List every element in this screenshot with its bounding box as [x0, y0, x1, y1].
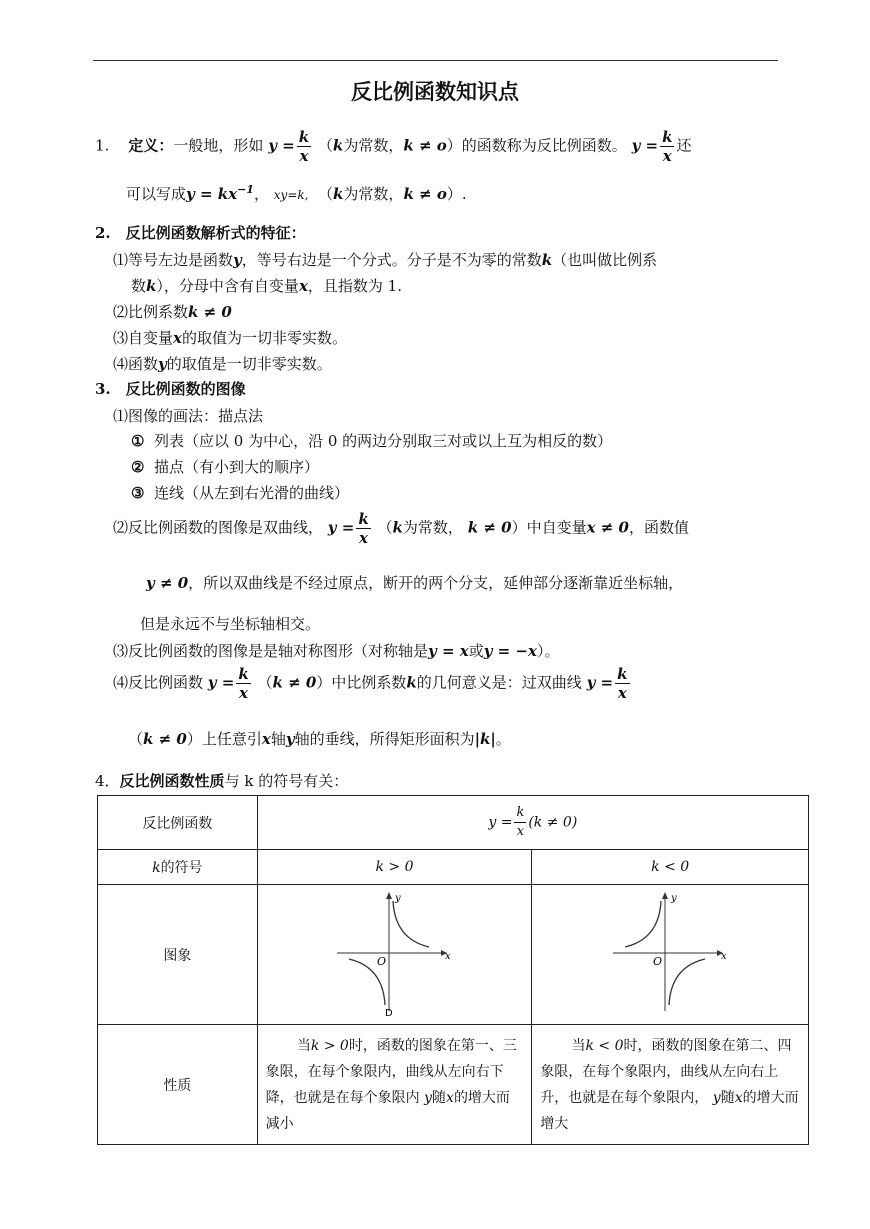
table-cell: k < 0 — [532, 850, 809, 885]
table-cell-graph-positive — [257, 885, 532, 1025]
s3-point-4-line-2: （k ≠ 0）上任意引x轴y轴的垂线，所得矩形面积为|k|。 — [128, 730, 511, 748]
s3-point-2-line-1: ⑵反比例函数的图像是双曲线， y = $\frac{k}{x}$ （k为常数， k ≠ 0）中自变量x ≠ 0，函数值 — [113, 510, 689, 547]
svg-text:x: x — [445, 950, 452, 962]
svg-text:y: y — [395, 892, 402, 904]
page-title: 反比例函数知识点 — [351, 79, 519, 104]
s2-point-4: ⑷函数y的取值是一切非零实数。 — [113, 355, 332, 373]
s2-point-1-line-2: 数k），分母中含有自变量x，且指数为 1. — [131, 277, 402, 295]
table-cell: k > 0 — [257, 850, 532, 885]
s3-step-2: ② 描点（有小到大的顺序） — [131, 458, 320, 476]
definition-line-2: 可以写成$y = kx^{-1}$， xy=k, （k为常数，k ≠ o）. — [126, 183, 467, 203]
s2-point-1-line-1: ⑴等号左边是函数y，等号右边是一个分式。分子是不为零的常数k（也叫做比例系 — [113, 251, 658, 269]
s3-point-3: ⑶反比例函数的图像是是轴对称图形（对称轴是y = x或y = −x）。 — [113, 642, 560, 660]
svg-text:D: D — [385, 1007, 394, 1017]
properties-table — [97, 795, 809, 1145]
svg-text:O: O — [377, 954, 387, 968]
table-cell-property-positive: 当k > 0时，函数的图象在第一、三象限，在每个象限内，曲线从左向右下降，也就是在每个象限内 y随x的增大而减小 — [257, 1025, 532, 1145]
table-row — [98, 796, 809, 850]
s3-step-3: ③ 连线（从左到右光滑的曲线） — [131, 484, 350, 502]
s3-point-2-line-2: y ≠ 0，所以双曲线是不经过原点，断开的两个分支，延伸部分逐渐靠近坐标轴， — [146, 574, 684, 592]
s2-point-3: ⑶自变量x的取值为一切非零实数。 — [113, 329, 347, 347]
table-row — [98, 885, 809, 1025]
table-cell-graph-negative — [532, 885, 809, 1025]
hyperbola-negative-graph — [605, 889, 735, 1017]
fraction-k-over-x: $\frac{k}{x}$ — [662, 128, 673, 165]
table-cell: k的符号 — [98, 850, 258, 885]
s3-step-1: ① 列表（应以 0 为中心，沿 0 的两边分别取三对或以上互为相反的数） — [131, 432, 613, 450]
section-2-heading: 2. 反比例函数解析式的特征： — [95, 224, 306, 242]
section-3-heading: 3. 反比例函数的图像 — [95, 380, 246, 398]
s3-point-2-line-3: 但是永远不与坐标轴相交。 — [140, 615, 321, 633]
table-cell-formula: y = $\frac{k}{x}$ (k ≠ 0) — [257, 796, 808, 850]
definition-line-1: 1. 定义：一般地，形如 y = $\frac{k}{x}$ （k为常数，k ≠ o）的函数称为反比例函数。 y = $\frac{k}{x}$ 还 — [95, 128, 692, 165]
table-cell: 图象 — [98, 885, 258, 1025]
s3-point-4-line-1: ⑷反比例函数 y = $\frac{k}{x}$ （k ≠ 0）中比例系数k的几何意义是：过双曲线 y = $\frac{k}{x}$ — [113, 665, 628, 702]
section-4-heading: 4．反比例函数性质与 k 的符号有关： — [95, 772, 349, 790]
hyperbola-positive-graph — [329, 889, 459, 1017]
table-cell: 反比例函数 — [98, 796, 258, 850]
svg-text:x: x — [721, 950, 727, 962]
table-cell-property-negative: 当k < 0时，函数的图象在第二、四象限，在每个象限内，曲线从左向右上升，也就是在每个象限内， y随x的增大而增大 — [532, 1025, 809, 1145]
svg-text:O: O — [653, 954, 663, 968]
table-row — [98, 1025, 809, 1145]
svg-text:y: y — [671, 892, 677, 904]
table-row — [98, 850, 809, 885]
s2-point-2: ⑵比例系数k ≠ 0 — [113, 303, 232, 321]
table-cell: 性质 — [98, 1025, 258, 1145]
s3-point-1: ⑴图像的画法：描点法 — [113, 407, 264, 425]
header-rule — [93, 60, 778, 61]
fraction-k-over-x: $\frac{k}{x}$ — [298, 128, 310, 165]
